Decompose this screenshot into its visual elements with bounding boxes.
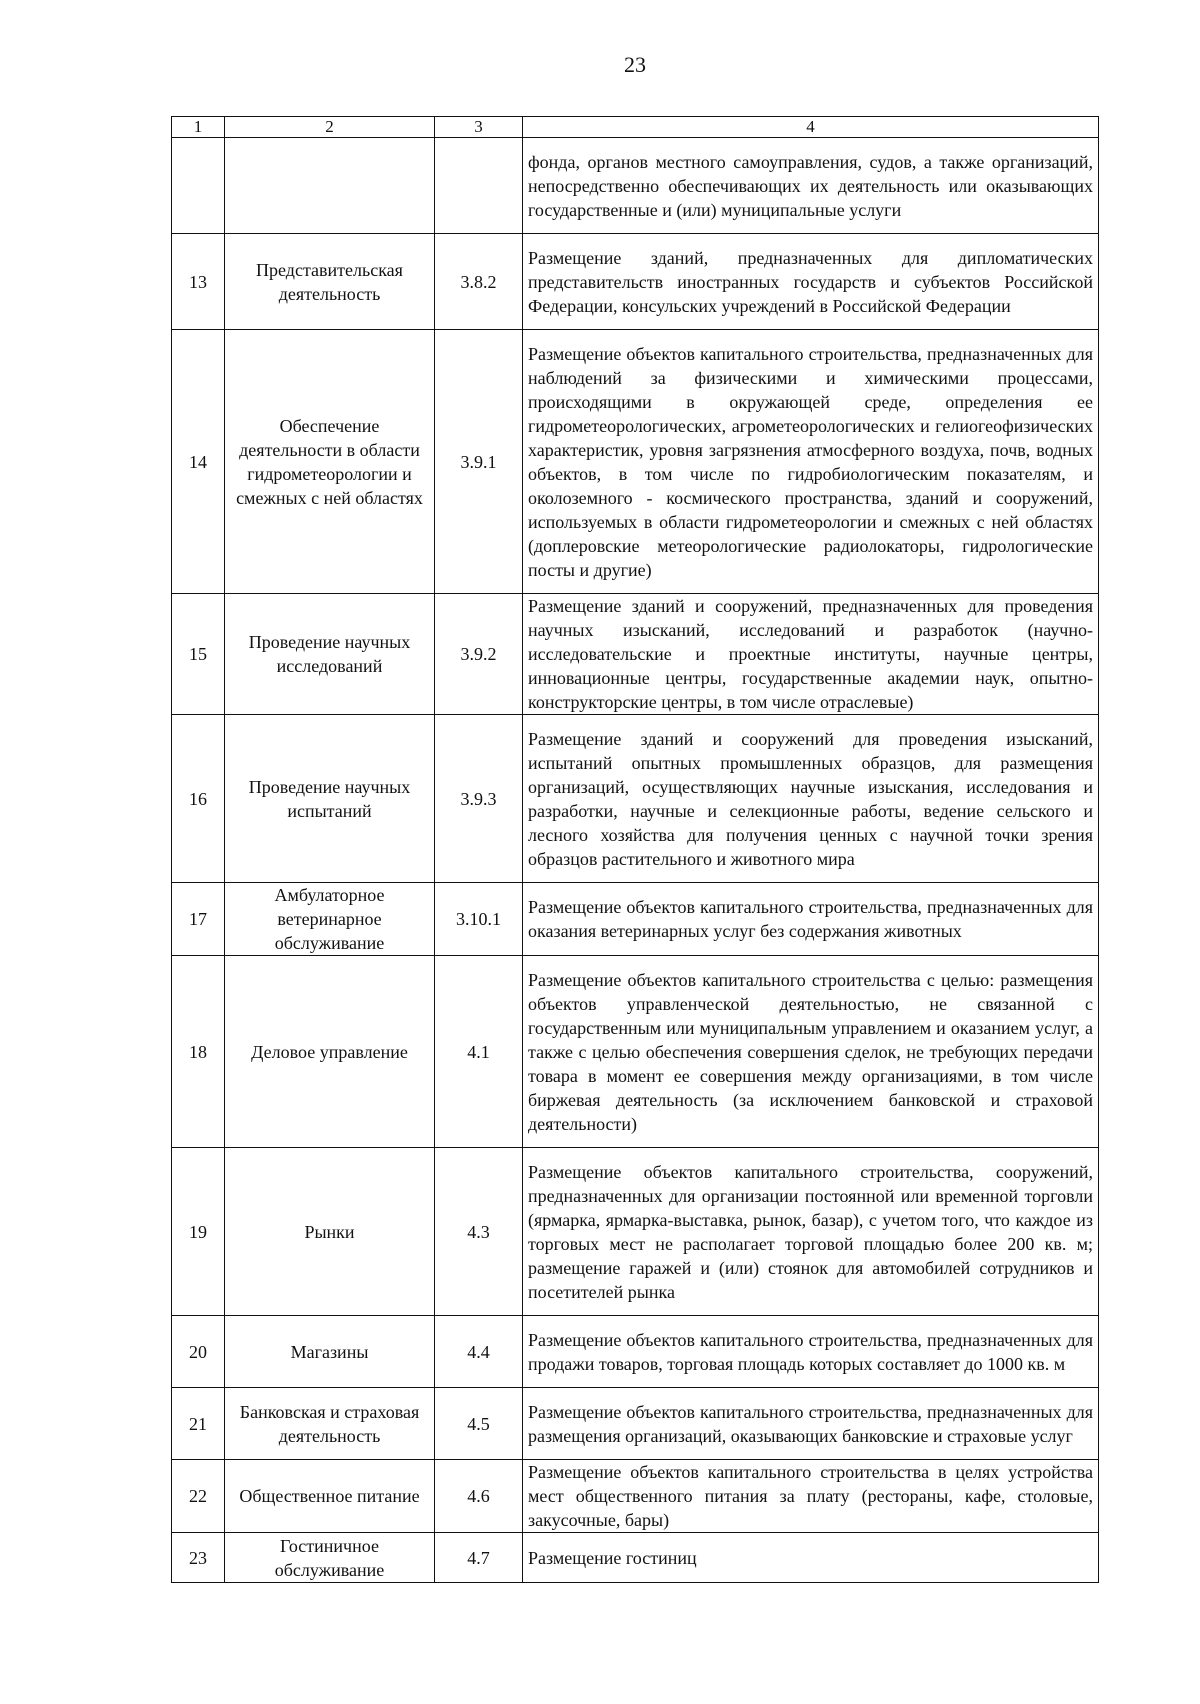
row-activity-name: Представительская деятельность: [225, 234, 435, 330]
table-row: [172, 1148, 1099, 1316]
row-code: 3.10.1: [435, 883, 523, 956]
row-activity-name: Рынки: [225, 1148, 435, 1316]
row-code: 3.9.3: [435, 715, 523, 883]
table-header-row: [172, 117, 1099, 138]
row-activity-name: Деловое управление: [225, 956, 435, 1148]
row-code: 3.8.2: [435, 234, 523, 330]
row-number: 20: [172, 1316, 225, 1388]
row-number: 22: [172, 1460, 225, 1533]
row-description: Размещение объектов капитального строительства, предназначенных для оказания ветеринарных услуг без содержания животных: [523, 883, 1099, 956]
row-description: Размещение объектов капитального строительства, предназначенных для размещения организаций, оказывающих банковские и страховые услуг: [523, 1388, 1099, 1460]
row-number: 19: [172, 1148, 225, 1316]
row-number: 15: [172, 594, 225, 715]
row-activity-name: Гостиничное обслуживание: [225, 1533, 435, 1583]
row-description: Размещение объектов капитального строительства с целью: размещения объектов управленческой деятельностью, не связанной с государственным или муниципальным управлением и оказанием услуг, а также с целью обеспечения совершения сделок, не требующих передачи товара в момент ее совершения между организациями, в том числе биржевая деятельность (за исключением банковской и страховой деятельности): [523, 956, 1099, 1148]
table-row: [172, 138, 1099, 234]
row-number: 14: [172, 330, 225, 594]
row-activity-name: Банковская и страховая деятельность: [225, 1388, 435, 1460]
row-activity-name: Магазины: [225, 1316, 435, 1388]
row-description: Размещение объектов капитального строительства, предназначенных для наблюдений за физическими и химическими процессами, происходящими в окружающей среде, определения ее гидрометеорологических, агрометеорологических и гелиогеофизических характеристик, уровня загрязнения атмосферного воздуха, почв, водных объектов, в том числе по гидробиологическим показателям, и околоземного - космического пространства, зданий и сооружений, используемых в области гидрометеорологии и смежных с ней областях (доплеровские метеорологические радиолокаторы, гидрологические посты и другие): [523, 330, 1099, 594]
row-activity-name: Общественное питание: [225, 1460, 435, 1533]
row-description: фонда, органов местного самоуправления, судов, а также организаций, непосредственно обеспечивающих их деятельность или оказывающих государственные и (или) муниципальные услуги: [523, 138, 1099, 234]
row-code: 4.6: [435, 1460, 523, 1533]
table-row: [172, 1533, 1099, 1583]
row-number: 23: [172, 1533, 225, 1583]
row-number: 17: [172, 883, 225, 956]
table-row: [172, 594, 1099, 715]
row-activity-name: Обеспечение деятельности в области гидрометеорологии и смежных с ней областях: [225, 330, 435, 594]
row-description: Размещение гостиниц: [523, 1533, 1099, 1583]
table-row: [172, 1388, 1099, 1460]
row-description: Размещение объектов капитального строительства в целях устройства мест общественного питания за плату (рестораны, кафе, столовые, закусочные, бары): [523, 1460, 1099, 1533]
row-description: Размещение зданий, предназначенных для дипломатических представительств иностранных государств и субъектов Российской Федерации, консульских учреждений в Российской Федерации: [523, 234, 1099, 330]
table-row: [172, 1460, 1099, 1533]
row-code: 4.4: [435, 1316, 523, 1388]
row-activity-name: [225, 138, 435, 234]
table-row: [172, 330, 1099, 594]
row-number: 13: [172, 234, 225, 330]
row-description: Размещение объектов капитального строительства, предназначенных для продажи товаров, торговая площадь которых составляет до 1000 кв. м: [523, 1316, 1099, 1388]
header-col-4: 4: [523, 117, 1099, 138]
row-code: 3.9.2: [435, 594, 523, 715]
row-code: 3.9.1: [435, 330, 523, 594]
table-row: [172, 1316, 1099, 1388]
table-row: [172, 234, 1099, 330]
row-description: Размещение зданий и сооружений, предназначенных для проведения научных изысканий, исследований и разработок (научно-исследовательские и проектные институты, научные центры, инновационные центры, государственные академии наук, опытно-конструкторские центры, в том числе отраслевые): [523, 594, 1099, 715]
row-number: [172, 138, 225, 234]
header-col-2: 2: [225, 117, 435, 138]
table-row: [172, 715, 1099, 883]
table-row: [172, 956, 1099, 1148]
land-use-table: [171, 116, 1099, 1583]
row-description: Размещение зданий и сооружений для проведения изысканий, испытаний опытных промышленных образцов, для размещения организаций, осуществляющих научные изыскания, исследования и разработки, научные и селекционные работы, ведение сельского и лесного хозяйства для получения ценных с научной точки зрения образцов растительного и животного мира: [523, 715, 1099, 883]
row-number: 16: [172, 715, 225, 883]
row-activity-name: Амбулаторное ветеринарное обслуживание: [225, 883, 435, 956]
row-description: Размещение объектов капитального строительства, сооружений, предназначенных для организации постоянной или временной торговли (ярмарка, ярмарка-выставка, рынок, базар), с учетом того, что каждое из торговых мест не располагает торговой площадью более 200 кв. м; размещение гаражей и (или) стоянок для автомобилей сотрудников и посетителей рынка: [523, 1148, 1099, 1316]
row-code: 4.5: [435, 1388, 523, 1460]
row-code: 4.1: [435, 956, 523, 1148]
row-activity-name: Проведение научных испытаний: [225, 715, 435, 883]
table-row: [172, 883, 1099, 956]
row-number: 18: [172, 956, 225, 1148]
header-col-1: 1: [172, 117, 225, 138]
row-code: [435, 138, 523, 234]
row-activity-name: Проведение научных исследований: [225, 594, 435, 715]
row-code: 4.3: [435, 1148, 523, 1316]
page-number: 23: [624, 52, 646, 77]
header-col-3: 3: [435, 117, 523, 138]
row-code: 4.7: [435, 1533, 523, 1583]
row-number: 21: [172, 1388, 225, 1460]
